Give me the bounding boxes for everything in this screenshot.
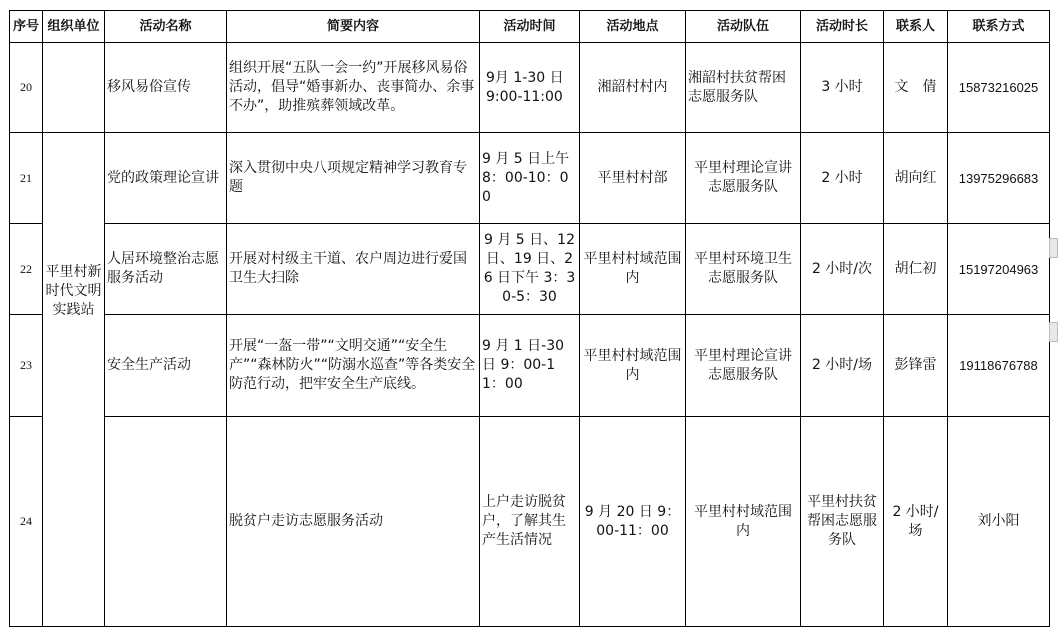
header-cell: 活动地点 [580, 11, 686, 43]
activity-duration: 3 小时 [801, 43, 884, 133]
row-number: 20 [10, 43, 43, 133]
header-cell: 活动队伍 [686, 11, 801, 43]
activity-content: 组织开展“五队一会一约”开展移风易俗活动，倡导“婚事新办、丧事简办、余事不办”，助推殡葬领域改革。 [227, 43, 480, 133]
row-number: 24 [10, 417, 43, 627]
header-cell: 活动时长 [801, 11, 884, 43]
activity-time: 9 月 5 日、12 日、19 日、26 日下午 3：30-5：30 [480, 224, 580, 315]
activity-duration: 2 小时/场 [801, 315, 884, 417]
activity-duration: 2 小时 [801, 133, 884, 224]
activity-time: 9 月 1 日-30 日 9：00-11：00 [480, 315, 580, 417]
contact-person: 胡仁初 [884, 224, 948, 315]
header-cell: 组织单位 [43, 11, 105, 43]
header-cell: 简要内容 [227, 11, 480, 43]
contact-phone: 19118676788 [948, 315, 1050, 417]
contact-person: 彭锋雷 [884, 315, 948, 417]
scroll-edge-marker [1049, 238, 1058, 258]
activity-content: 上户走访脱贫户，了解其生产生活情况 [480, 417, 580, 627]
activity-place: 平里村村域范围内 [686, 417, 801, 627]
header-cell: 联系人 [884, 11, 948, 43]
activity-team: 湘韶村扶贫帮困志愿服务队 [686, 43, 801, 133]
activity-table [9, 10, 1050, 627]
contact-person: 文 倩 [884, 43, 948, 133]
org-unit-cell-empty [43, 43, 105, 133]
contact-phone: 13975296683 [948, 133, 1050, 224]
contact-person: 刘小阳 [948, 417, 1050, 627]
activity-duration: 2 小时/场 [884, 417, 948, 627]
activity-time: 9月 1-30 日 9:00-11:00 [480, 43, 580, 133]
header-cell: 联系方式 [948, 11, 1050, 43]
contact-phone: 15873216025 [948, 43, 1050, 133]
activity-place: 湘韶村村内 [580, 43, 686, 133]
activity-name: 安全生产活动 [105, 315, 227, 417]
header-cell: 活动名称 [105, 11, 227, 43]
activity-name: 移风易俗宣传 [105, 43, 227, 133]
table-row [10, 417, 1050, 627]
activity-place: 平里村村部 [580, 133, 686, 224]
activity-content: 开展对村级主干道、农户周边进行爱国卫生大扫除 [227, 224, 480, 315]
table-row [10, 315, 1050, 417]
table-row [10, 43, 1050, 133]
activity-name: 人居环境整治志愿服务活动 [105, 224, 227, 315]
contact-phone: 15197204963 [948, 224, 1050, 315]
activity-duration: 2 小时/次 [801, 224, 884, 315]
table-row [10, 133, 1050, 224]
table-row [10, 224, 1050, 315]
header-cell: 活动时间 [480, 11, 580, 43]
activity-name: 党的政策理论宣讲 [105, 133, 227, 224]
org-unit-cell-empty [105, 417, 227, 627]
contact-person: 胡向红 [884, 133, 948, 224]
scroll-edge-marker [1049, 322, 1058, 342]
activity-team: 平里村理论宣讲志愿服务队 [686, 315, 801, 417]
header-row [10, 11, 1050, 43]
activity-time: 9 月 20 日 9：00-11：00 [580, 417, 686, 627]
activity-name: 脱贫户走访志愿服务活动 [227, 417, 480, 627]
activity-team: 平里村扶贫帮困志愿服务队 [801, 417, 884, 627]
header-cell: 序号 [10, 11, 43, 43]
activity-place: 平里村村域范围内 [580, 224, 686, 315]
activity-team: 平里村环境卫生志愿服务队 [686, 224, 801, 315]
row-number: 21 [10, 133, 43, 224]
org-unit: 平里村新时代文明实践站 [43, 133, 105, 627]
activity-team: 平里村理论宣讲志愿服务队 [686, 133, 801, 224]
activity-time: 9 月 5 日上午8：00-10：00 [480, 133, 580, 224]
row-number: 23 [10, 315, 43, 417]
activity-content: 深入贯彻中央八项规定精神学习教育专题 [227, 133, 480, 224]
activity-place: 平里村村域范围内 [580, 315, 686, 417]
activity-content: 开展“一盔一带”“文明交通”“安全生产”“森林防火”“防溺水巡查”等各类安全防范行动，把牢安全生产底线。 [227, 315, 480, 417]
row-number: 22 [10, 224, 43, 315]
